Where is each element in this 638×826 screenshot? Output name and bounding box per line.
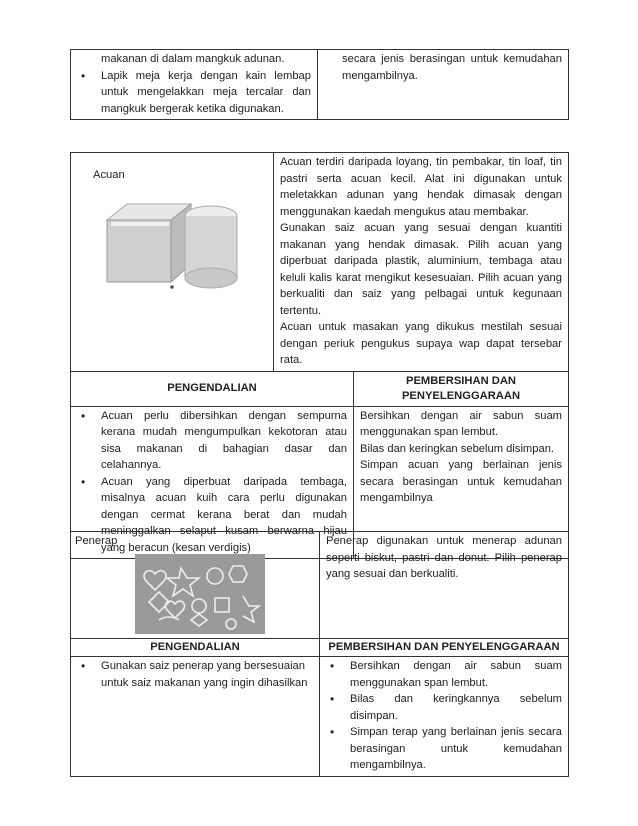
item-name: Penerap: [75, 535, 118, 547]
acuan-table: [70, 152, 569, 559]
cell-text: Bilas dan keringkan sebelum disimpan.: [360, 442, 555, 455]
list-item: • Bersihkan dengan air sabun suam menggunakan span lembut.: [326, 658, 562, 691]
description-paragraph: Acuan untuk masakan yang dikukus mestilah sesuai dengan periuk pengukus supaya wap dapat tersebar rata.: [280, 321, 562, 366]
description-paragraph: Acuan terdiri daripada loyang, tin pembakar, tin loaf, tin pastri serta acuan kecil. Alat ini digunakan untuk meletakkan adunan yang hendak dimasak dengan menggunakan kaedah mengukus atau membakar.: [280, 156, 562, 218]
penerap-table: [70, 531, 569, 777]
list-item: • Gunakan saiz penerap yang bersesuaian untuk saiz makanan yang ingin dihasilkan: [77, 658, 313, 691]
penerap-description-cell: [320, 532, 569, 639]
list-item: • Simpan terap yang berlainan jenis secara berasingan untuk kemudahan mengambilnya.: [326, 724, 562, 774]
list-item: makanan di dalam mangkuk adunan.: [101, 53, 285, 65]
description-paragraph: Penerap digunakan untuk menerap adunan seperti biskut, pastri dan donut. Pilih penerap yang sesuai dan berkualiti.: [326, 535, 562, 580]
cell-text: Bersihkan dengan air sabun suam menggunakan span lembut.: [360, 409, 562, 438]
handling-header: PENGENDALIAN: [71, 639, 320, 657]
acuan-image-cell: [71, 153, 274, 372]
acuan-description-cell: [274, 153, 569, 372]
description-paragraph: Gunakan saiz acuan yang sesuai dengan kuantiti makanan yang hendak dimasak. Pilih acuan yang diperbuat daripada plastik, aluminium, tembaga atau keluli kalis karat mengikut kesesuaian. Pilih acuan yang berkualiti dan saiz yang pelbagai untuk kegunaan tertentu.: [280, 222, 562, 317]
cell-text: secara jenis berasingan untuk kemudahan mengambilnya.: [342, 53, 562, 82]
list-item: • Bilas dan keringkannya sebelum disimpan.: [326, 691, 562, 724]
handling-header: PENGENDALIAN: [71, 371, 354, 406]
item-name: Acuan: [93, 169, 125, 181]
penerap-image-cell: [71, 532, 320, 639]
cleaning-header: PEMBERSIHAN DAN PENYELENGGARAAN: [320, 639, 569, 657]
cookie-cutters-image: [135, 554, 265, 634]
handling-cell: [71, 657, 320, 777]
list-item: • Acuan yang diperbuat daripada tembaga, misalnya acuan kuih cara perlu digunakan dengan cermat kerana berat dan mudah meninggalkan selaput kusam berwarna hijau yang beracun (kesan verdigis): [77, 474, 347, 557]
baking-mould-image: [99, 194, 239, 294]
continuation-right-cell: [318, 50, 569, 120]
continuation-left-cell: [71, 50, 318, 120]
list-item: • Lapik meja kerja dengan kain lembap untuk mengelakkan meja tercalar dan mangkuk bergerak ketika digunakan.: [77, 68, 311, 118]
cell-text: Simpan acuan yang berlainan jenis secara berasingan untuk kemudahan mengambilnya: [360, 459, 562, 504]
continuation-table: [70, 49, 569, 120]
cleaning-cell: [320, 657, 569, 777]
list-item: • Acuan perlu dibersihkan dengan sempurna kerana mudah mengumpulkan kekotoran atau sisa makanan di bahagian dasar dan celahannya.: [77, 408, 347, 474]
cleaning-header: PEMBERSIHAN DAN PENYELENGGARAAN: [354, 371, 569, 406]
